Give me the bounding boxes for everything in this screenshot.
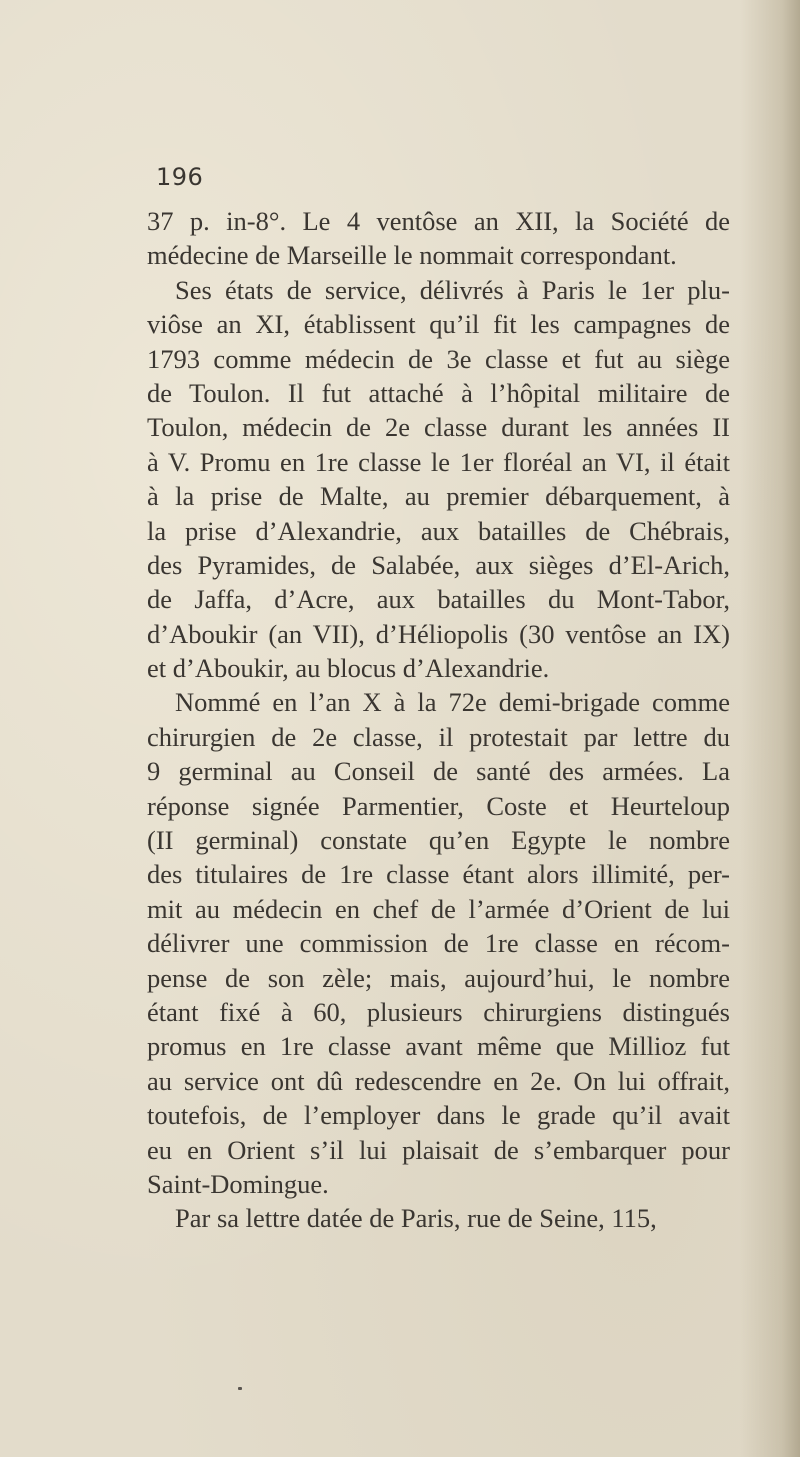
text-line: Ses états de service, délivrés à Paris le 1er plu- (175, 274, 730, 305)
text-line: Saint-Domingue. (147, 1168, 329, 1199)
ink-speck (238, 1387, 242, 1390)
text-line: délivrer une commission de 1re classe en récom- (147, 928, 730, 959)
text-line: eu en Orient s’il lui plaisait de s’embarquer pour (147, 1134, 730, 1165)
text-line: 37 p. in-8°. Le 4 ventôse an XII, la Société de (147, 206, 730, 236)
text-line: la prise d’Alexandrie, aux batailles de Chébrais, (147, 515, 730, 546)
page-number: 196 (156, 163, 204, 191)
page-edge-shadow (740, 0, 800, 1457)
body-text (147, 204, 730, 1236)
text-line: réponse signée Parmentier, Coste et Heurteloup (147, 790, 730, 821)
text-line: Toulon, médecin de 2e classe durant les années II (147, 412, 730, 443)
text-line: promus en 1re classe avant même que Millioz fut (147, 1031, 730, 1062)
text-line: toutefois, de l’employer dans le grade qu’il avait (147, 1100, 730, 1131)
text-line: à la prise de Malte, au premier débarquement, à (147, 481, 730, 512)
text-line: de Toulon. Il fut attaché à l’hôpital militaire de (147, 377, 730, 408)
text-line: d’Aboukir (an VII), d’Héliopolis (30 ventôse an IX) (147, 618, 730, 649)
text-line: chirurgien de 2e classe, il protestait par lettre du (147, 721, 730, 752)
text-line: de Jaffa, d’Acre, aux batailles du Mont-Tabor, (147, 584, 730, 615)
text-line: étant fixé à 60, plusieurs chirurgiens distingués (147, 996, 730, 1027)
text-line: médecine de Marseille le nommait correspondant. (147, 240, 677, 271)
text-line: des titulaires de 1re classe étant alors illimité, per- (147, 859, 730, 890)
text-line: 9 germinal au Conseil de santé des armées. La (147, 756, 730, 787)
text-line: au service ont dû redescendre en 2e. On lui offrait, (147, 1065, 730, 1096)
text-line: des Pyramides, de Salabée, aux sièges d’El-Arich, (147, 549, 730, 580)
text-line: Par sa lettre datée de Paris, rue de Seine, 115, (175, 1203, 657, 1234)
text-line: viôse an XI, établissent qu’il fit les campagnes de (147, 309, 730, 340)
text-line: 1793 comme médecin de 3e classe et fut au siège (147, 343, 730, 374)
text-line: à V. Promu en 1re classe le 1er floréal an VI, il était (147, 446, 730, 477)
text-line: et d’Aboukir, au blocus d’Alexandrie. (147, 653, 550, 684)
text-line: mit au médecin en chef de l’armée d’Orient de lui (147, 893, 730, 924)
text-line: pense de son zèle; mais, aujourd’hui, le nombre (147, 962, 730, 993)
text-line: Nommé en l’an X à la 72e demi-brigade comme (175, 687, 730, 718)
text-line: (II germinal) constate qu’en Egypte le nombre (147, 825, 730, 856)
